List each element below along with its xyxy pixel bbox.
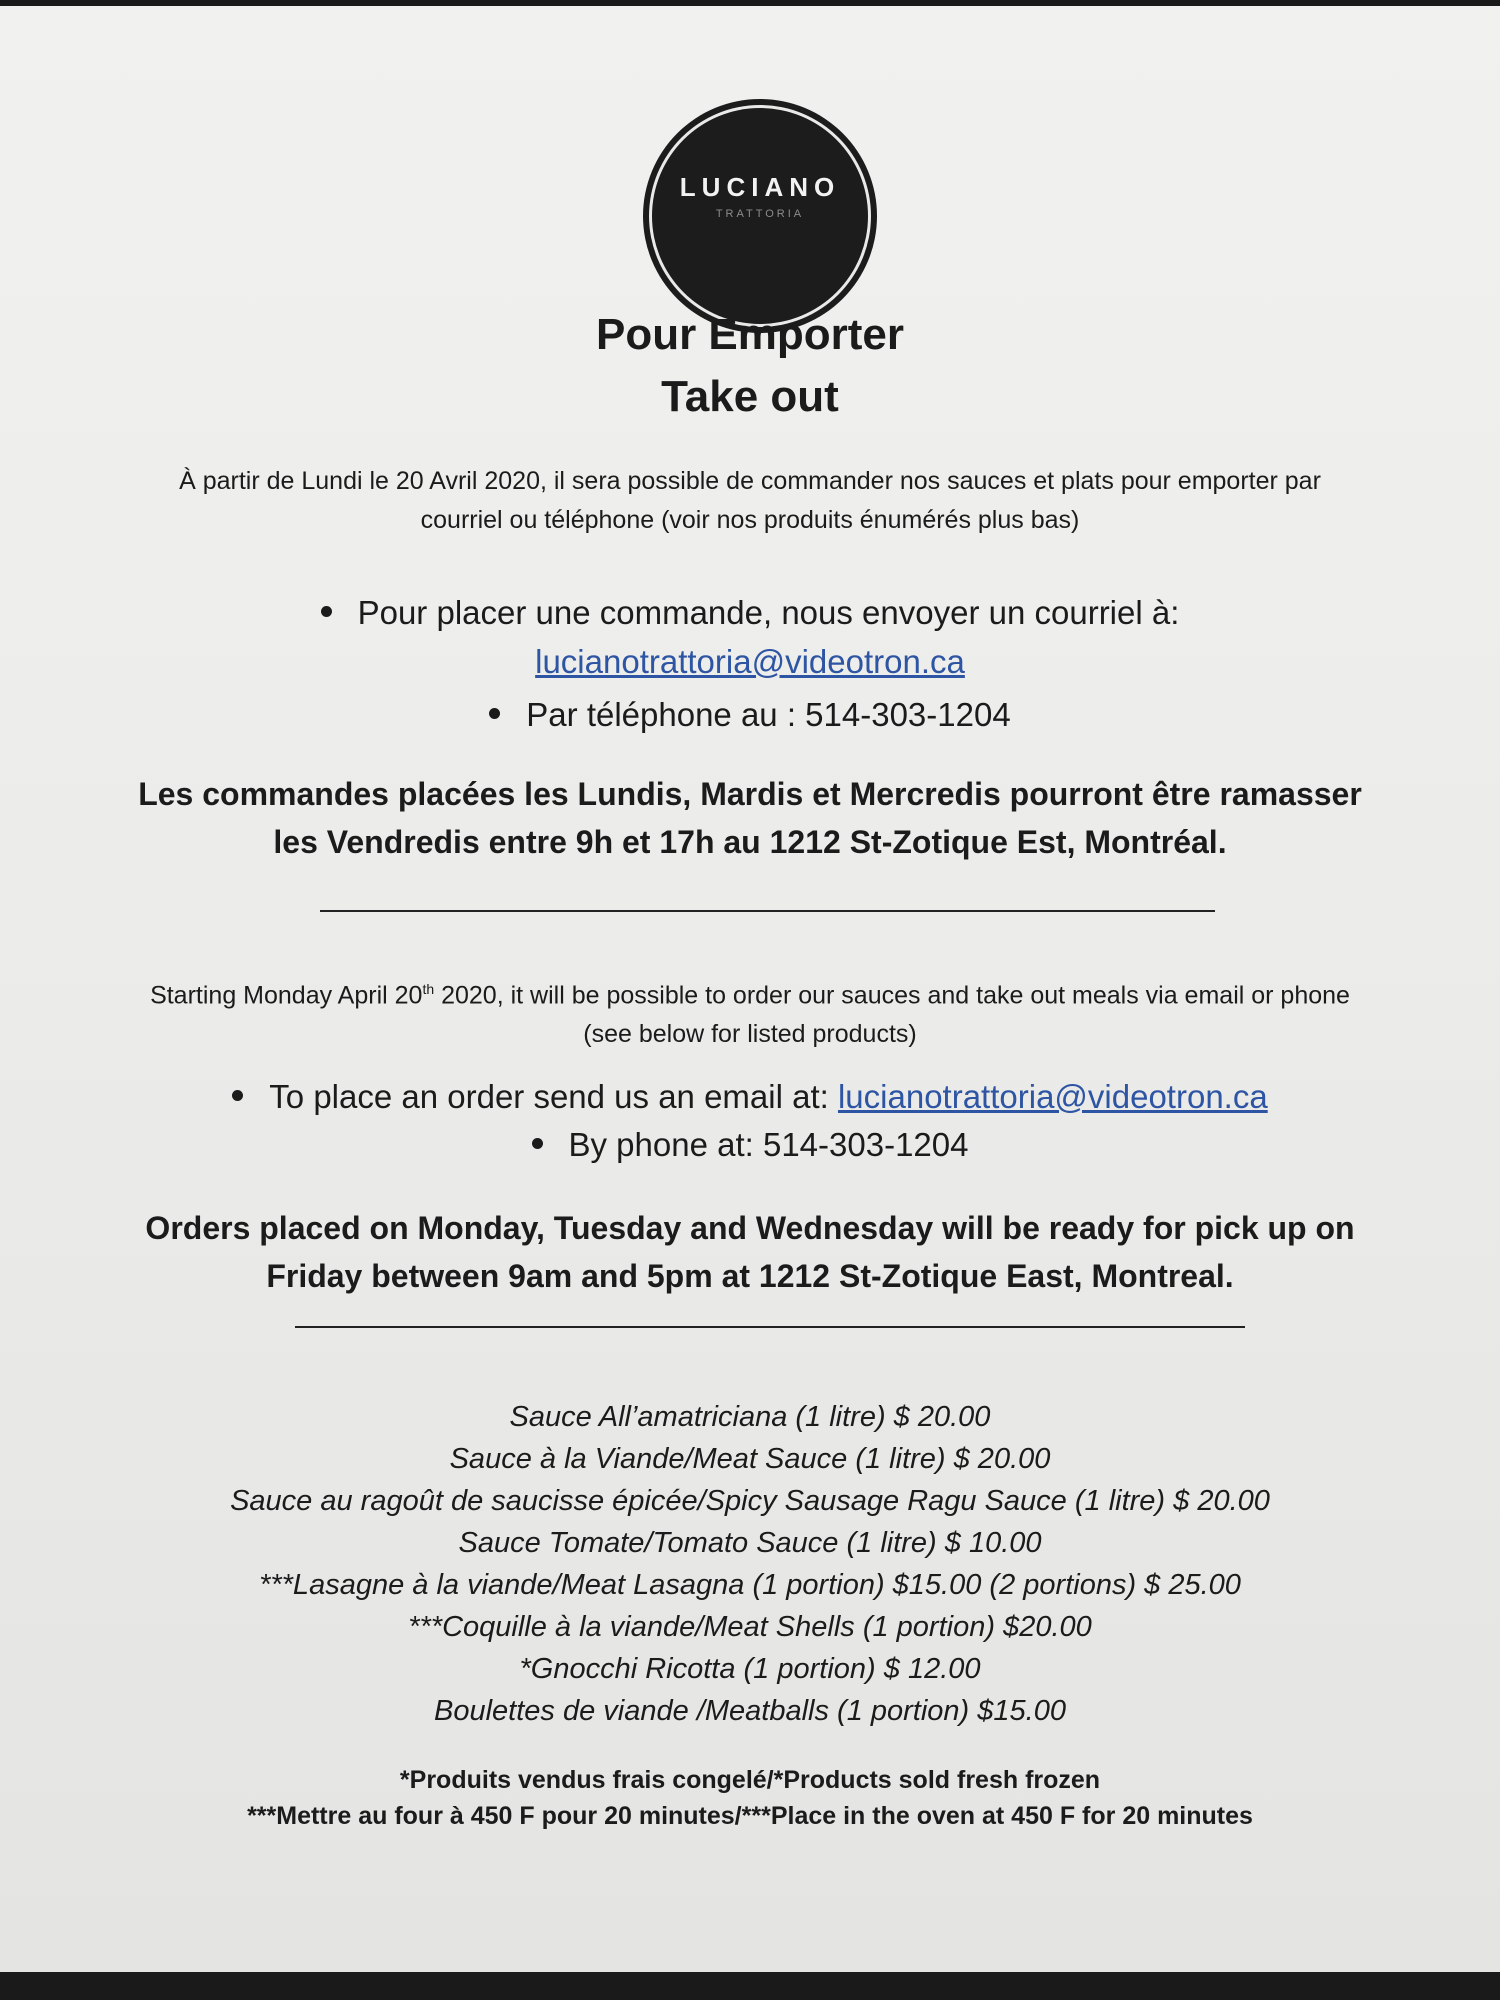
french-intro	[0, 462, 1500, 540]
menu-item: Sauce All’amatriciana (1 litre) $ 20.00	[509, 1401, 991, 1433]
english-pickup	[0, 1204, 1500, 1300]
bullet-icon	[232, 1090, 243, 1101]
english-intro-line1	[0, 970, 1500, 1015]
french-email-row	[0, 643, 1500, 681]
english-email-link[interactable]: lucianotrattoria@videotron.ca	[837, 1078, 1268, 1115]
footnote: ***Mettre au four à 450 F pour 20 minutes/***Place in the oven at 450 F for 20 minutes	[247, 1802, 1253, 1830]
english-pickup-line1: Orders placed on Monday, Tuesday and Wednesday will be ready for pick up on	[145, 1210, 1355, 1246]
top-edge	[0, 0, 1500, 6]
english-pickup-line2: Friday between 9am and 5pm at 1212 St-Zotique East, Montreal.	[266, 1258, 1234, 1294]
menu-item: Sauce Tomate/Tomato Sauce (1 litre) $ 10.00	[458, 1527, 1042, 1559]
menu-item: Sauce au ragoût de saucisse épicée/Spicy Sausage Ragu Sauce (1 litre) $ 20.00	[230, 1485, 1270, 1517]
menu-item: ***Lasagne à la viande/Meat Lasagna (1 portion) $15.00 (2 portions) $ 25.00	[259, 1569, 1241, 1601]
luciano-logo	[652, 108, 868, 324]
english-phone-item	[0, 1126, 1500, 1164]
menu-item: Sauce à la Viande/Meat Sauce (1 litre) $ 20.00	[449, 1443, 1051, 1475]
french-intro-line2: courriel ou téléphone (voir nos produits énumérés plus bas)	[420, 506, 1080, 534]
divider-line	[295, 1326, 1245, 1328]
bullet-icon	[321, 606, 332, 617]
english-phone-label: By phone at: 514-303-1204	[568, 1126, 969, 1163]
french-phone-item	[0, 696, 1500, 734]
bullet-icon	[489, 708, 500, 719]
english-intro-sup: th	[422, 981, 435, 997]
french-phone-label: Par téléphone au : 514-303-1204	[526, 696, 1011, 733]
divider-line	[320, 910, 1215, 912]
french-email-label: Pour placer une commande, nous envoyer un courriel à:	[357, 594, 1180, 631]
menu-item: Boulettes de viande /Meatballs (1 portion) $15.00	[434, 1695, 1066, 1727]
logo-name: LUCIANO	[679, 172, 841, 202]
bullet-icon	[532, 1138, 543, 1149]
french-intro-line1: À partir de Lundi le 20 Avril 2020, il sera possible de commander nos sauces et plats pour emporter par	[179, 467, 1321, 495]
footnotes	[0, 1762, 1500, 1834]
english-intro	[0, 970, 1500, 1054]
english-email-label: To place an order send us an email at:	[269, 1078, 838, 1115]
footnote: *Produits vendus frais congelé/*Products sold fresh frozen	[399, 1766, 1101, 1794]
french-pickup-line2: les Vendredis entre 9h et 17h au 1212 St-Zotique Est, Montréal.	[273, 824, 1227, 860]
english-intro-part-b: 2020, it will be possible to order our sauces and take out meals via email or phone	[434, 981, 1350, 1010]
english-intro-part-a: Starting Monday April 20	[150, 981, 423, 1010]
title-french: Pour Emporter	[595, 310, 905, 359]
english-intro-line2: (see below for listed products)	[583, 1020, 917, 1049]
french-email-link[interactable]: lucianotrattoria@videotron.ca	[535, 643, 965, 680]
english-email-item	[0, 1078, 1500, 1116]
french-email-item	[0, 594, 1500, 632]
title-english: Take out	[661, 372, 839, 421]
menu-item: *Gnocchi Ricotta (1 portion) $ 12.00	[519, 1653, 981, 1685]
logo-subtitle: TRATTORIA	[715, 208, 805, 220]
menu-list	[0, 1396, 1500, 1732]
french-pickup	[0, 770, 1500, 866]
menu-item: ***Coquille à la viande/Meat Shells (1 portion) $20.00	[408, 1611, 1092, 1643]
french-pickup-line1: Les commandes placées les Lundis, Mardis et Mercredis pourront être ramasser	[138, 776, 1362, 812]
